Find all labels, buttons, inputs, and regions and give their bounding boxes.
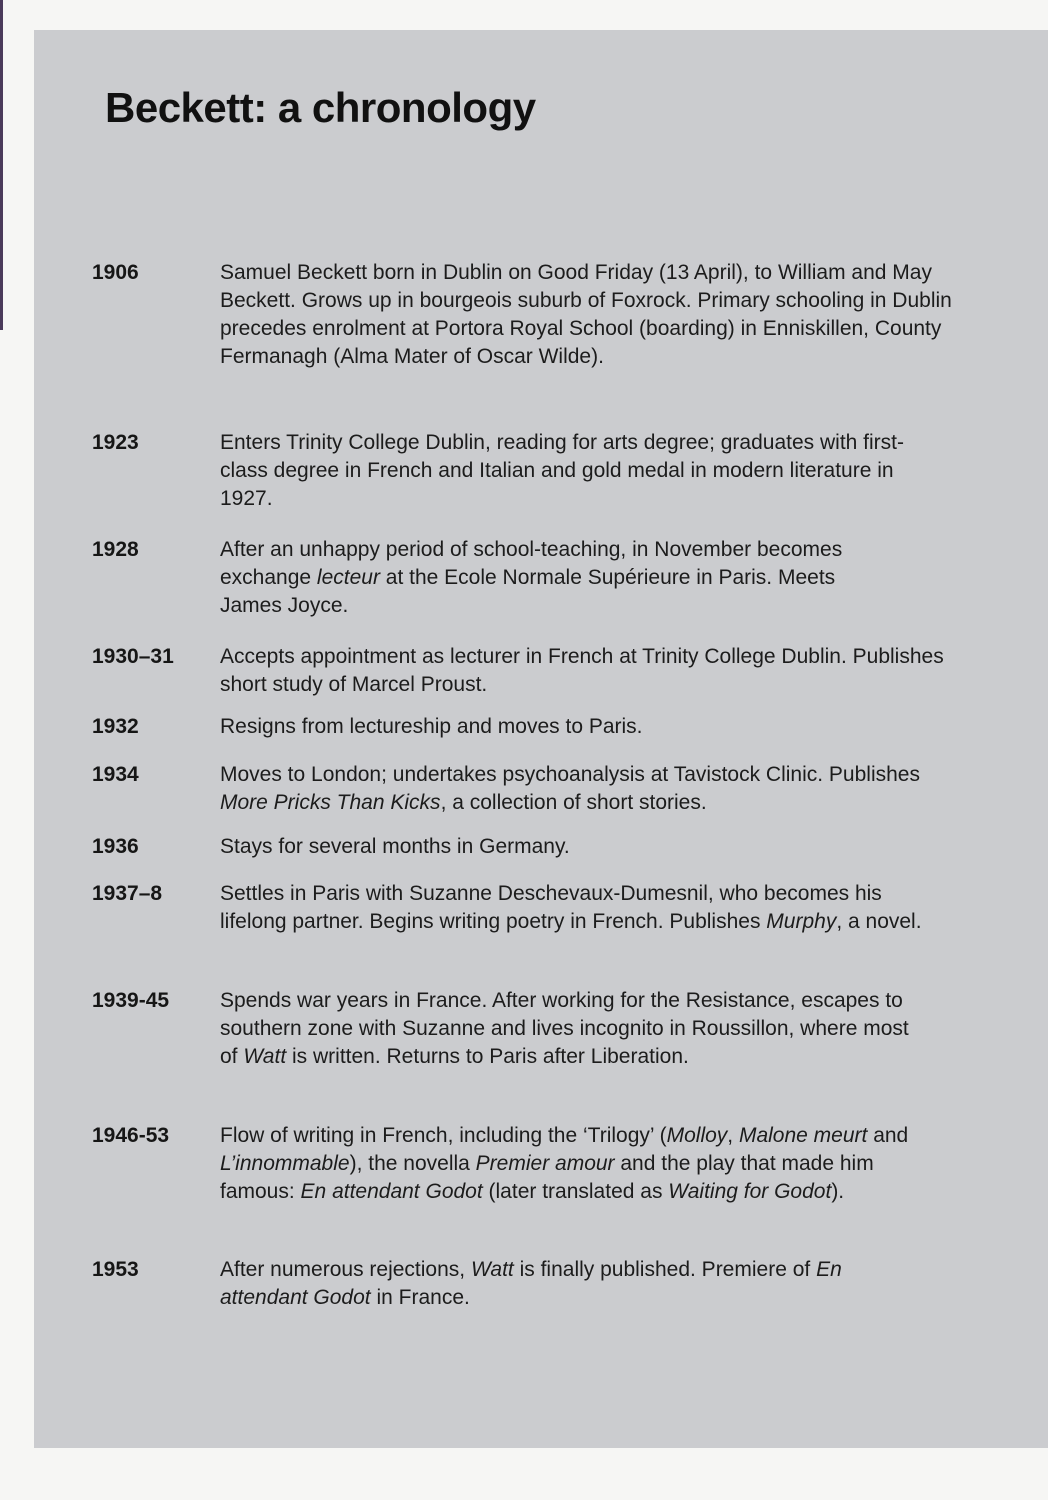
italic-title-text: En attendant Godot [220,1258,842,1309]
description-text: and the play that made him famous: [220,1152,874,1203]
description-text: , a collection of short stories. [440,791,707,814]
entry-description [220,713,992,741]
entry-description [220,1122,922,1206]
entry-description [220,880,922,936]
description-text: Accepts appointment as lecturer in French at Trinity College Dublin. Publishes short study of Marcel Proust. [220,645,944,696]
entry-year: 1930–31 [92,645,174,668]
description-text: After an unhappy period of school-teaching, in November becomes exchange [220,538,843,589]
italic-title-text: More Pricks Than Kicks [220,791,441,814]
italic-title-text: Premier amour [475,1152,615,1175]
description-text: ). [831,1180,845,1203]
page-title: Beckett: a chronology [105,84,536,131]
description-text: Flow of writing in French, including the ‘Trilogy’ ( [220,1124,667,1147]
description-text: is written. Returns to Paris after Liberation. [286,1045,689,1068]
italic-title-text: Malone meurt [738,1124,868,1147]
chronology-entry [92,713,992,741]
entry-year: 1934 [92,763,139,786]
entry-year: 1936 [92,835,139,858]
italic-title-text: En attendant Godot [300,1180,483,1203]
entry-year: 1906 [92,261,139,284]
italic-title-text: L’innommable [220,1152,350,1175]
description-text: Samuel Beckett born in Dublin on Good Friday (13 April), to William and May Beckett. Grows up in bourgeois suburb of Foxrock. Primary schooling in Dublin precedes enrolment at Portora Royal School (boarding) in Enniskillen, County Fermanagh (Alma Mater of Oscar Wilde). [220,261,952,368]
italic-title-text: Watt [243,1045,287,1068]
chronology-entry [92,987,912,1071]
italic-title-text: Waiting for Godot [668,1180,832,1203]
chronology-entry [92,429,942,513]
entry-year: 1932 [92,715,139,738]
entry-description [220,833,992,861]
description-text: ), the novella [349,1152,476,1175]
entry-year: 1939-45 [92,989,170,1012]
description-text: After numerous rejections, [220,1258,471,1281]
entry-description [220,643,972,699]
description-text: and [867,1124,909,1147]
chronology-entry [92,536,852,620]
chronology-entry [92,1256,892,1312]
description-text: Settles in Paris with Suzanne Deschevaux-Dumesnil, who becomes his lifelong partner. Begins writing poetry in French. Publishes [220,882,882,933]
chronology-entry [92,833,992,861]
entry-year: 1923 [92,431,139,454]
description-text: Moves to London; undertakes psychoanalysis at Tavistock Clinic. Publishes [220,763,920,786]
description-text: Resigns from lectureship and moves to Paris. [220,715,643,738]
chronology-entry [92,643,972,699]
description-text: Spends war years in France. After working for the Resistance, escapes to southern zone with Suzanne and lives incognito in Roussillon, where most of [220,989,909,1068]
italic-title-text: lecteur [316,566,380,589]
binding-edge [0,0,3,330]
italic-title-text: Molloy [666,1124,728,1147]
italic-title-text: Murphy [766,910,837,933]
entry-description [220,761,952,817]
description-text: at the Ecole Normale Supérieure in Paris. Meets James Joyce. [220,566,836,617]
chronology-entry [92,761,952,817]
description-text: (later translated as [482,1180,669,1203]
italic-title-text: Watt [470,1258,514,1281]
chronology-entry [92,880,922,936]
entry-description [220,1256,892,1312]
entry-year: 1937–8 [92,882,163,905]
chronology-entry [92,259,952,371]
entry-description [220,536,852,620]
entry-description [220,987,912,1071]
entry-description [220,429,942,513]
entry-year: 1953 [92,1258,139,1281]
description-text: , a novel. [836,910,922,933]
entry-year: 1928 [92,538,139,561]
entry-year: 1946-53 [92,1124,170,1147]
description-text: is finally published. Premiere of [513,1258,817,1281]
description-text: Stays for several months in Germany. [220,835,570,858]
description-text: Enters Trinity College Dublin, reading for arts degree; graduates with first-class degree in French and Italian and gold medal in modern literature in 1927. [220,431,904,510]
description-text: in France. [370,1286,470,1309]
entry-description [220,259,952,371]
chronology-entry [92,1122,922,1206]
description-text: , [727,1124,739,1147]
